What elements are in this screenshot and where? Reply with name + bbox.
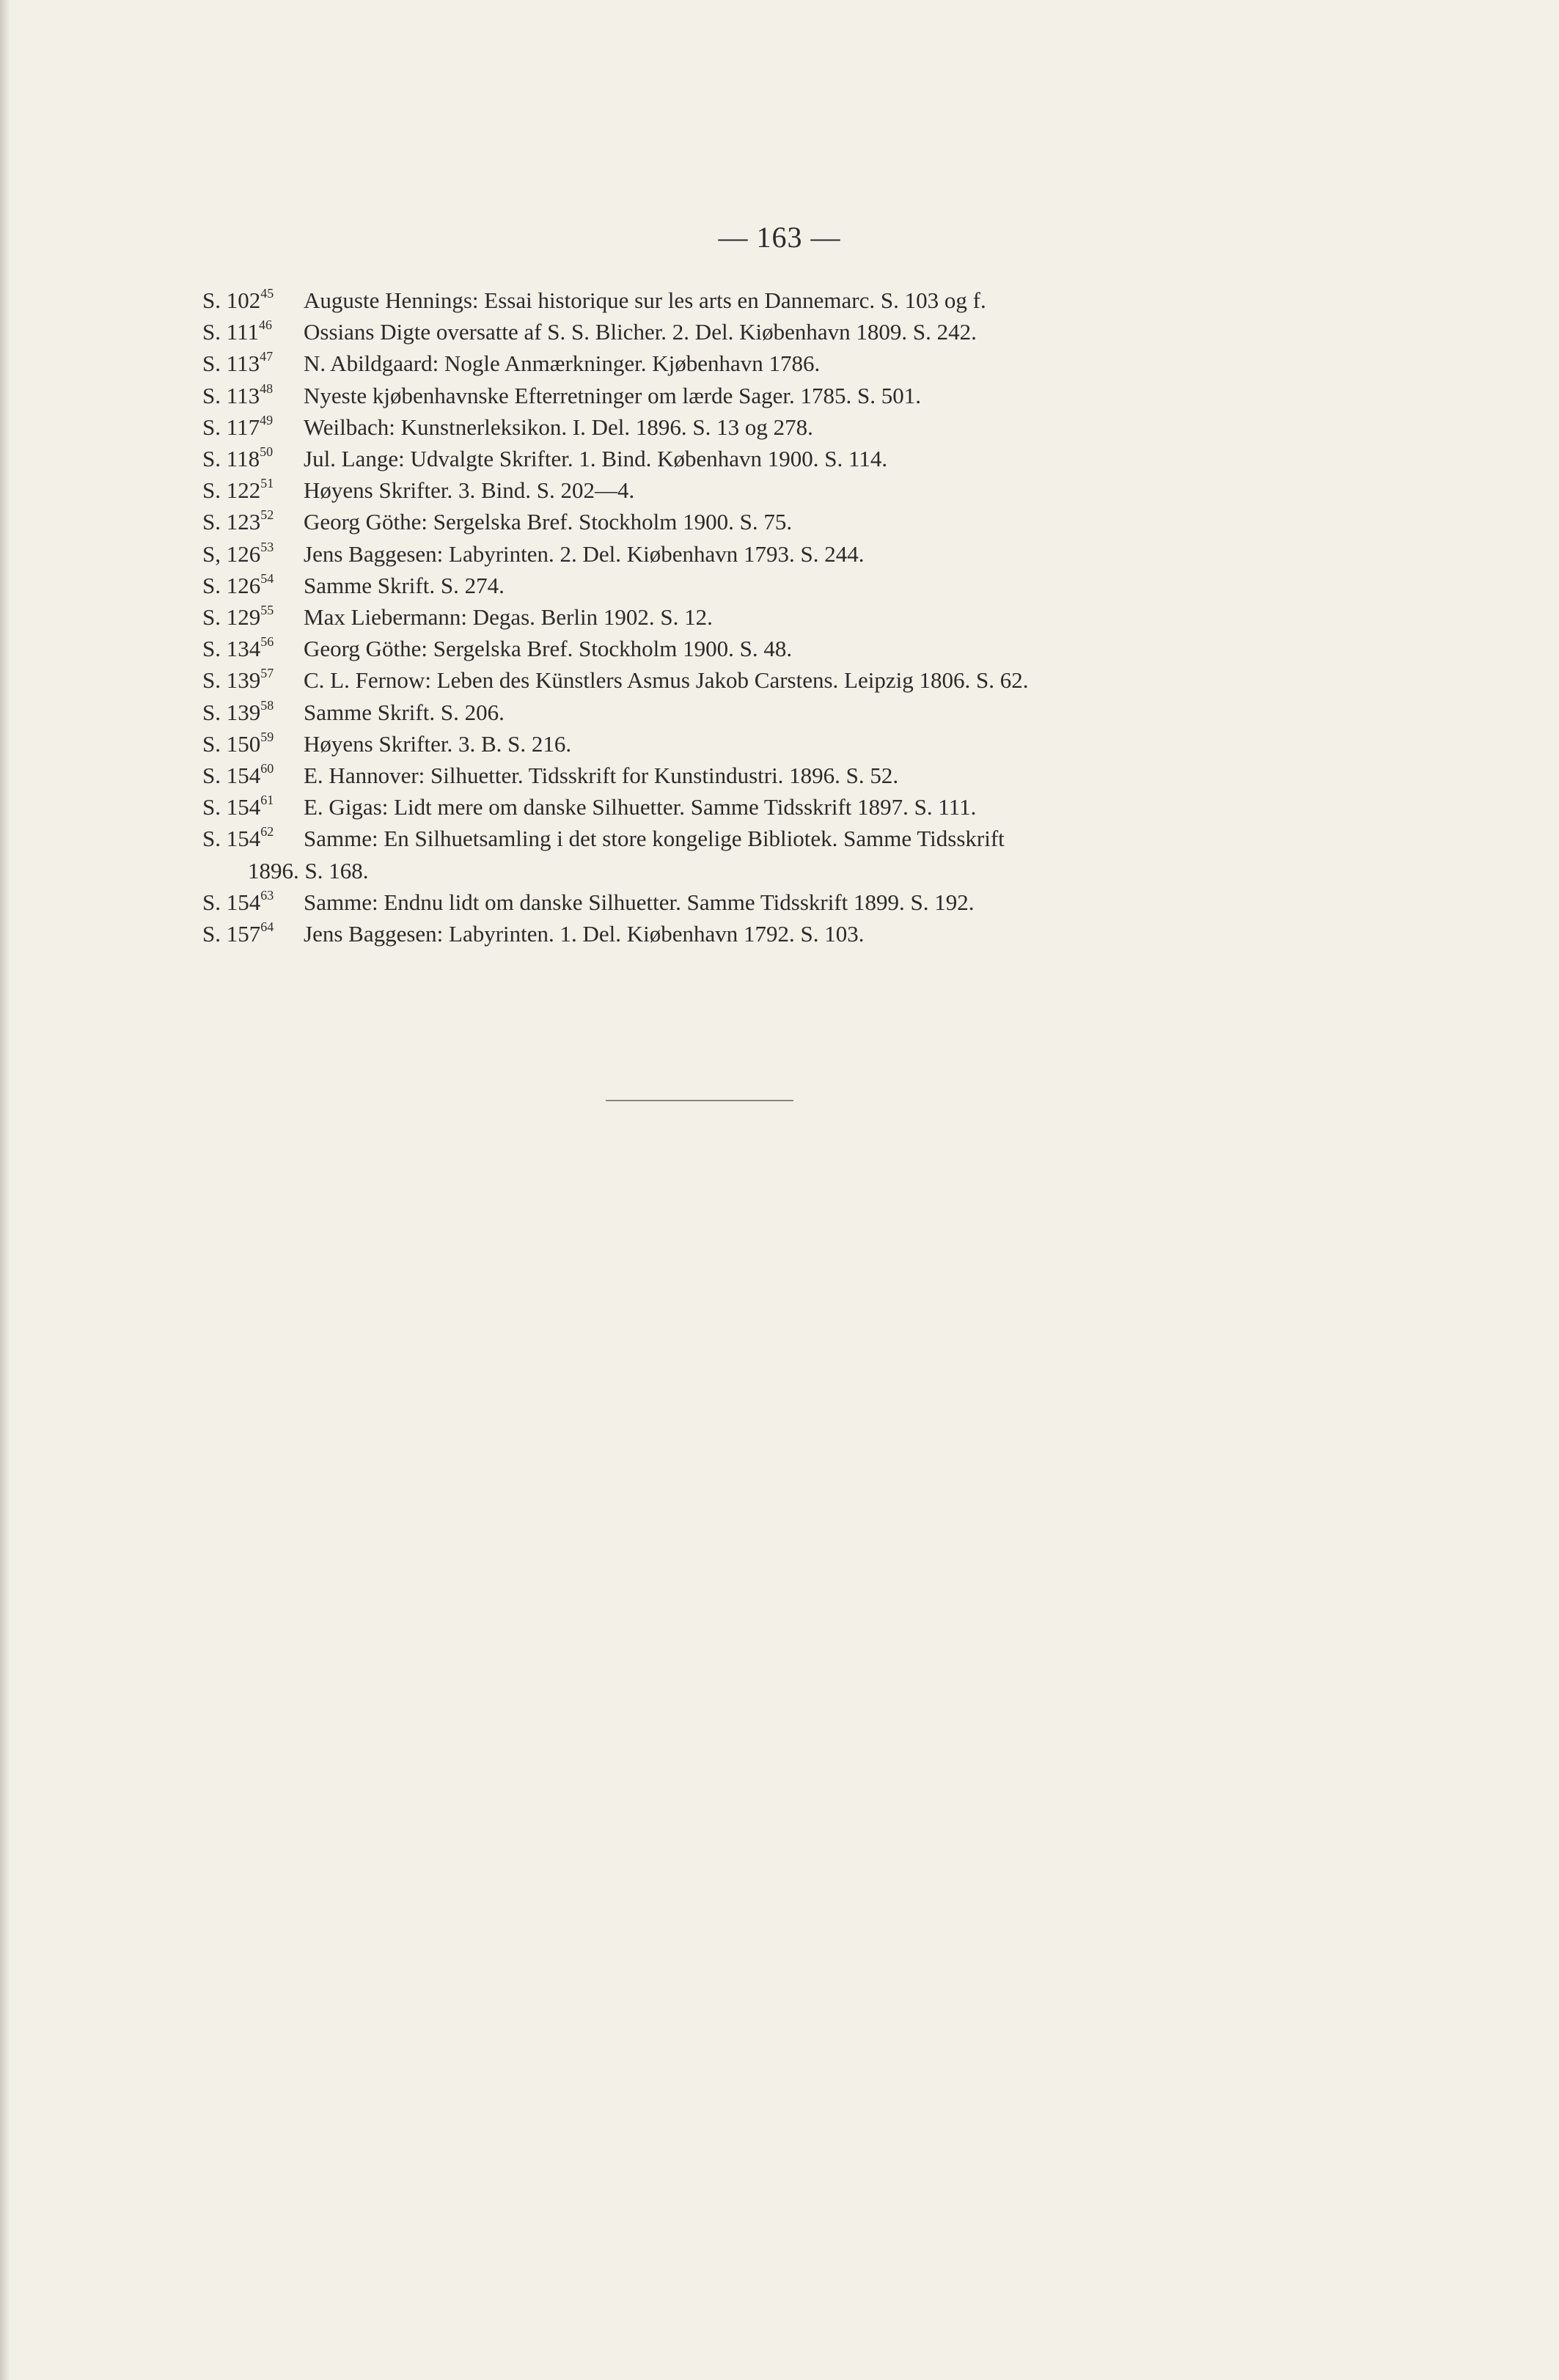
- endnote-number: 57: [260, 666, 274, 681]
- endnote-number: 62: [260, 824, 274, 840]
- endnote-item: [202, 886, 1258, 918]
- endnote-text: Samme Skrift. S. 206.: [304, 699, 505, 725]
- endnote-text: Samme: Endnu lidt om danske Silhuetter. Samme Tidsskrift 1899. S. 192.: [304, 889, 975, 915]
- endnote-page-ref: [202, 380, 304, 411]
- endnote-text: Weilbach: Kunstnerleksikon. I. Del. 1896. S. 13 og 278.: [304, 414, 813, 440]
- endnote-item: [202, 284, 1258, 316]
- endnote-number: 56: [260, 634, 274, 650]
- endnote-page-ref: [202, 664, 304, 696]
- endnote-page-ref: [202, 697, 304, 728]
- endnote-page: S. 134: [202, 636, 261, 662]
- endnote-text: Samme Skrift. S. 274.: [304, 572, 505, 598]
- endnote-page: S. 117: [202, 414, 260, 440]
- endnote-text: Max Liebermann: Degas. Berlin 1902. S. 12.: [304, 604, 713, 631]
- endnote-page-ref: [202, 886, 304, 918]
- endnote-page-ref: [202, 506, 304, 537]
- endnote-page: S. 139: [202, 667, 261, 694]
- endnote-page-ref: [202, 411, 304, 443]
- endnote-item: [202, 823, 1258, 854]
- page-number: — 163 —: [718, 221, 841, 254]
- endnote-page-ref: [202, 443, 304, 474]
- endnote-text: Jens Baggesen: Labyrinten. 2. Del. Kiøbenhavn 1793. S. 244.: [304, 540, 865, 567]
- endnote-number: 60: [260, 761, 274, 776]
- endnote-page-ref: [202, 791, 304, 823]
- endnote-number: 45: [260, 286, 274, 301]
- endnote-item: [202, 380, 1258, 411]
- endnote-number: 59: [260, 729, 274, 744]
- endnote-page-ref: [202, 760, 304, 791]
- end-rule-divider: [606, 1100, 793, 1101]
- endnote-text: C. L. Fernow: Leben des Künstlers Asmus Jakob Carstens. Leipzig 1806. S. 62.: [304, 667, 1029, 694]
- endnote-text: Nyeste kjøbenhavnske Efterretninger om lærde Sager. 1785. S. 501.: [304, 382, 921, 408]
- endnote-number: 50: [260, 444, 274, 460]
- endnote-number: 63: [260, 887, 274, 903]
- endnote-page-ref: [202, 728, 304, 760]
- endnote-number: 55: [260, 603, 274, 618]
- endnote-page-ref: [202, 348, 304, 379]
- endnote-item: [202, 601, 1258, 633]
- endnote-number: 48: [260, 381, 274, 396]
- endnote-item: [202, 791, 1258, 823]
- endnote-page: S. 113: [202, 350, 260, 377]
- endnote-page: S. 126: [202, 572, 261, 598]
- endnote-page: S. 154: [202, 889, 261, 915]
- endnote-text: E. Gigas: Lidt mere om danske Silhuetter. Samme Tidsskrift 1897. S. 111.: [304, 794, 977, 820]
- page-edge-shadow: [0, 0, 10, 2380]
- endnote-continuation: 1896. S. 168.: [248, 857, 369, 884]
- endnote-page-ref: [202, 823, 304, 854]
- endnote-page: S. 123: [202, 509, 261, 535]
- endnote-number: 61: [260, 793, 274, 808]
- endnote-number: 58: [260, 697, 274, 713]
- endnote-text: Georg Göthe: Sergelska Bref. Stockholm 1900. S. 75.: [304, 509, 793, 535]
- endnote-number: 49: [260, 412, 274, 427]
- endnote-page-ref: [202, 918, 304, 950]
- endnote-page-ref: [202, 474, 304, 506]
- endnote-number: 53: [260, 539, 274, 554]
- endnote-page-ref: [202, 284, 304, 316]
- endnote-item: [202, 443, 1258, 474]
- endnote-item: [202, 664, 1258, 696]
- endnote-page: S. 111: [202, 319, 259, 345]
- endnote-number: 47: [260, 349, 274, 364]
- endnote-text: Jul. Lange: Udvalgte Skrifter. 1. Bind. København 1900. S. 114.: [304, 446, 888, 472]
- endnote-number: 52: [260, 507, 274, 523]
- endnote-page-ref: [202, 316, 304, 348]
- endnote-text: Høyens Skrifter. 3. Bind. S. 202—4.: [304, 477, 635, 504]
- endnote-text: Auguste Hennings: Essai historique sur les arts en Dannemarc. S. 103 og f.: [304, 287, 986, 313]
- endnote-number: 46: [258, 317, 272, 333]
- endnote-item: [202, 506, 1258, 537]
- endnote-page: S. 122: [202, 477, 261, 504]
- endnotes-list: [202, 284, 1258, 950]
- endnote-item: [202, 697, 1258, 728]
- endnote-text: E. Hannover: Silhuetter. Tidsskrift for Kunstindustri. 1896. S. 52.: [304, 763, 899, 789]
- endnote-page-ref: [202, 570, 304, 601]
- endnote-item: [202, 918, 1258, 950]
- endnote-item: [202, 411, 1258, 443]
- endnote-page: S. 113: [202, 382, 260, 408]
- endnote-item: [202, 316, 1258, 348]
- endnote-item: [202, 570, 1258, 601]
- endnote-item: [202, 633, 1258, 664]
- endnote-item: [202, 728, 1258, 760]
- endnote-item: [202, 474, 1258, 506]
- endnote-page-ref: [202, 601, 304, 633]
- endnote-number: 51: [260, 476, 274, 491]
- endnote-text: Høyens Skrifter. 3. B. S. 216.: [304, 730, 572, 757]
- endnote-page: S. 102: [202, 287, 261, 313]
- endnote-number: 54: [260, 570, 274, 586]
- endnote-item: [202, 760, 1258, 791]
- endnote-page: S, 126: [202, 540, 261, 567]
- endnote-text: Samme: En Silhuetsamling i det store kongelige Bibliotek. Samme Tidsskrift: [304, 826, 1005, 852]
- endnote-page-ref: [202, 633, 304, 664]
- endnote-page: S. 139: [202, 699, 261, 725]
- endnote-number: 64: [260, 919, 274, 935]
- endnote-page: S. 150: [202, 730, 261, 757]
- endnote-text: Jens Baggesen: Labyrinten. 1. Del. Kiøbenhavn 1792. S. 103.: [304, 921, 865, 947]
- endnote-page: S. 154: [202, 794, 261, 820]
- endnote-text: N. Abildgaard: Nogle Anmærkninger. Kjøbenhavn 1786.: [304, 350, 821, 377]
- endnote-text: Georg Göthe: Sergelska Bref. Stockholm 1900. S. 48.: [304, 636, 793, 662]
- endnote-page: S. 154: [202, 763, 261, 789]
- endnote-item: [202, 348, 1258, 379]
- endnote-page: S. 154: [202, 826, 261, 852]
- endnote-page-ref: [202, 538, 304, 570]
- endnote-page: S. 118: [202, 446, 260, 472]
- endnote-item: [202, 538, 1258, 570]
- endnote-page: S. 157: [202, 921, 261, 947]
- endnote-text: Ossians Digte oversatte af S. S. Blicher. 2. Del. Kiøbenhavn 1809. S. 242.: [304, 319, 977, 345]
- endnote-page: S. 129: [202, 604, 261, 631]
